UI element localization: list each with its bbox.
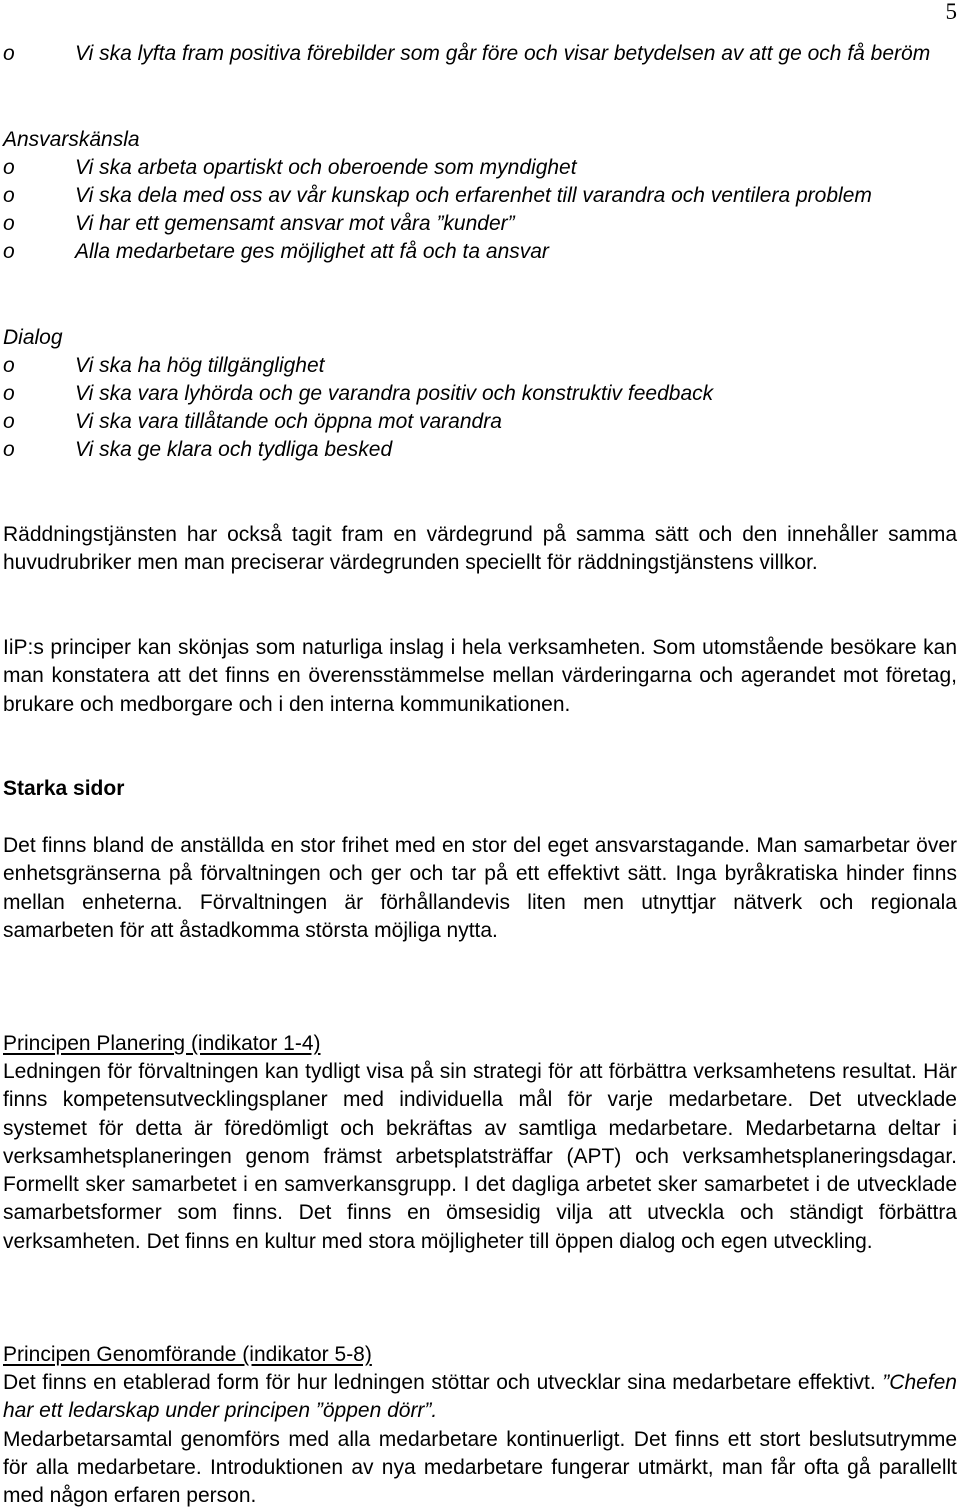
list-item: o Alla medarbetare ges möjlighet att få och ta ansvar [3, 240, 549, 263]
list-item: o Vi ska vara tillåtande och öppna mot varandra [3, 410, 502, 433]
list-item: o Vi ska ge klara och tydliga besked [3, 438, 393, 461]
planering-heading: Principen Planering (indikator 1-4) [3, 1032, 321, 1055]
dialog-section [3, 324, 957, 464]
ansvar-heading: Ansvarskänsla [3, 128, 140, 151]
genomforande-text: Det finns en etablerad form för hur ledningen stöttar och utvecklar sina medarbetare effektivt. ”Chefen har ett ledarskap under principen ”öppen dörr”. Medarbetarsamtal genomförs med alla medarbetare kontinuerligt. Det finns ett stort beslutsutrymme för alla medarbetare. Introduktionen av nya medarbetare fungerar utmärkt, man får ofta gå parallellt med någon erfaren person. [3, 1371, 957, 1508]
list-item: o Vi ska dela med oss av vår kunskap och erfarenhet till varandra och ventilera problem [3, 184, 872, 207]
list-item: o Vi ska lyfta fram positiva förebilder som går före och visar betydelsen av att ge och få beröm [3, 40, 957, 68]
genomforande-heading: Principen Genomförande (indikator 5-8) [3, 1343, 372, 1366]
starka-sidor-heading: Starka sidor [3, 777, 125, 800]
bullet-marker: o [3, 42, 15, 65]
page-number: 5 [945, 0, 957, 24]
paragraph-raddningstjansten: Räddningstjänsten har också tagit fram en värdegrund på samma sätt och den innehåller samma huvudrubriker men man preciserar värdegrunden speciellt för räddningstjänstens villkor. [3, 523, 957, 575]
paragraph-iip: IiP:s principer kan skönjas som naturliga inslag i hela verksamheten. Som utomstående besökare kan man konstatera att det finns en överensstämmelse mellan värderingarna och agerandet mot företag, brukare och medborgare och i den interna kommunikationen. [3, 636, 957, 716]
intro-list [3, 40, 957, 68]
list-item: o Vi ska vara lyhörda och ge varandra positiv och konstruktiv feedback [3, 382, 714, 405]
list-item: o Vi ska ha hög tillgänglighet [3, 354, 325, 377]
list-item: o Vi har ett gemensamt ansvar mot våra ”kunder” [3, 212, 515, 235]
quote: ”Chefen har ett ledarskap under principen ”öppen dörr”. [3, 1371, 957, 1423]
list-item: o Vi ska arbeta opartiskt och oberoende som myndighet [3, 156, 577, 179]
ansvar-section [3, 126, 957, 266]
planering-text: Ledningen för förvaltningen kan tydligt visa på sin strategi för att förbättra verksamhetens resultat. Här finns kompetensutvecklingsplaner med individuella mål för varje medarbetare. Det utvecklade systemet för detta är föredömligt och bekräftas av samtliga medarbetare. Medarbetarna deltar i verksamhetsplaneringen genom främst arbetsplatsträffar (APT) och verksamhetsplaneringsdagar. Formellt sker samarbetet i en samverkansgrupp. I det dagliga arbetet sker samarbetet i de utvecklade samarbetsformer som finns. Det finns en ömsesidig vilja att utveckla och ständigt förbättra verksamheten. Det finns en kultur med stora möjligheter till öppen dialog och egen utveckling. [3, 1060, 957, 1253]
dialog-heading: Dialog [3, 326, 63, 349]
starka-sidor-text: Det finns bland de anställda en stor frihet med en stor del eget ansvarstagande. Man samarbetar över enhetsgränserna på förvaltningen och ger och tar på ett effektivt sätt. Inga byråkratiska hinder finns mellan enheterna. Förvaltningen är förhållandevis liten men utnyttjar nätverk och regionala samarbeten för att åstadkomma största möjliga nytta. [3, 834, 957, 942]
